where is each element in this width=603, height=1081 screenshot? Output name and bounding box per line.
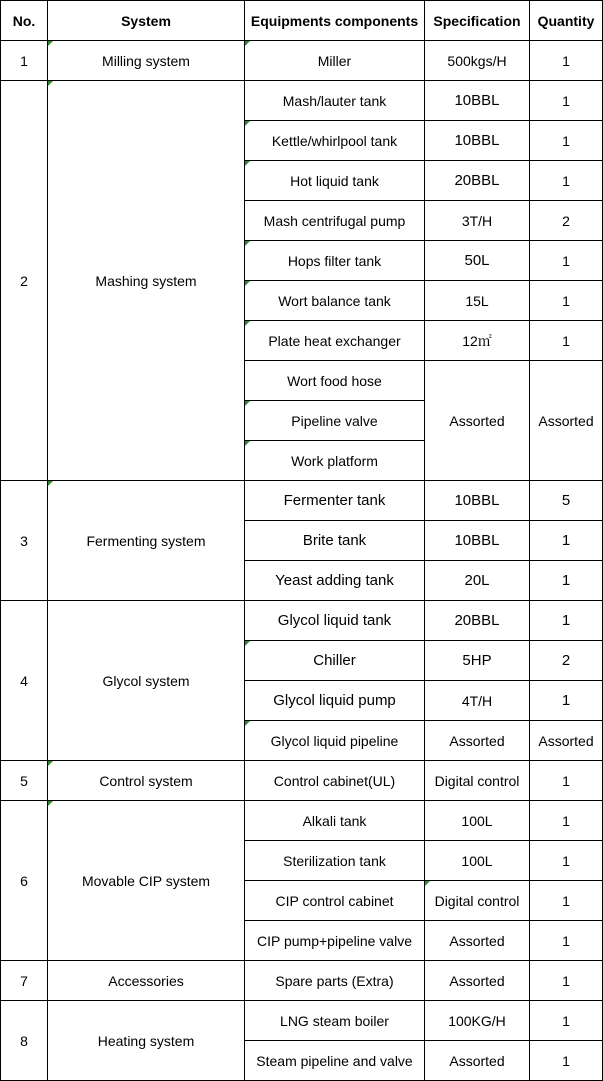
row-spec: 100L <box>425 841 530 881</box>
row-component: Spare parts (Extra) <box>245 961 425 1001</box>
row-component: Chiller <box>245 641 425 681</box>
row-qty: 1 <box>530 921 603 961</box>
row-system: Milling system <box>48 41 245 81</box>
row-component: Fermenter tank <box>245 481 425 521</box>
row-component: Glycol liquid tank <box>245 601 425 641</box>
row-qty: 1 <box>530 281 603 321</box>
row-qty: 1 <box>530 801 603 841</box>
row-spec: 10BBL <box>425 521 530 561</box>
row-component: Alkali tank <box>245 801 425 841</box>
row-spec: 3T/H <box>425 201 530 241</box>
header-quantity: Quantity <box>530 1 603 41</box>
table-row <box>1 481 603 521</box>
row-spec: 20L <box>425 561 530 601</box>
row-qty: 1 <box>530 521 603 561</box>
row-spec: 4T/H <box>425 681 530 721</box>
row-qty: 1 <box>530 81 603 121</box>
row-spec: 100KG/H <box>425 1001 530 1041</box>
row-qty: 1 <box>530 321 603 361</box>
header-system: System <box>48 1 245 41</box>
row-spec: 20BBL <box>425 601 530 641</box>
row-system: Control system <box>48 761 245 801</box>
row-spec: 100L <box>425 801 530 841</box>
row-spec: 5HP <box>425 641 530 681</box>
header-row <box>1 1 603 41</box>
row-no: 2 <box>1 81 48 481</box>
row-component: Glycol liquid pipeline <box>245 721 425 761</box>
table-row <box>1 41 603 81</box>
row-qty: 1 <box>530 561 603 601</box>
row-qty: 2 <box>530 641 603 681</box>
header-no: No. <box>1 1 48 41</box>
row-system: Accessories <box>48 961 245 1001</box>
row-component: LNG steam boiler <box>245 1001 425 1041</box>
row-spec: Digital control <box>425 881 530 921</box>
row-qty: 1 <box>530 241 603 281</box>
row-qty: 1 <box>530 41 603 81</box>
table-row <box>1 761 603 801</box>
row-no: 4 <box>1 601 48 761</box>
row-qty: 1 <box>530 681 603 721</box>
row-no: 3 <box>1 481 48 601</box>
row-component: Miller <box>245 41 425 81</box>
row-component: Control cabinet(UL) <box>245 761 425 801</box>
row-qty: 1 <box>530 601 603 641</box>
row-qty: 1 <box>530 881 603 921</box>
row-qty: 1 <box>530 121 603 161</box>
row-spec: 15L <box>425 281 530 321</box>
row-spec: 12㎡ <box>425 321 530 361</box>
row-qty: 2 <box>530 201 603 241</box>
row-no: 5 <box>1 761 48 801</box>
table-row <box>1 1001 603 1041</box>
header-components: Equipments components <box>245 1 425 41</box>
table-row <box>1 601 603 641</box>
row-spec: Assorted <box>425 1041 530 1081</box>
row-component: Glycol liquid pump <box>245 681 425 721</box>
row-component: Steam pipeline and valve <box>245 1041 425 1081</box>
header-specification: Specification <box>425 1 530 41</box>
row-qty: 5 <box>530 481 603 521</box>
table-row <box>1 961 603 1001</box>
row-no: 7 <box>1 961 48 1001</box>
row-component: Brite tank <box>245 521 425 561</box>
row-system: Glycol system <box>48 601 245 761</box>
row-system: Heating system <box>48 1001 245 1081</box>
row-qty: 1 <box>530 961 603 1001</box>
row-system: Mashing system <box>48 81 245 481</box>
row-component: Hops filter tank <box>245 241 425 281</box>
row-no: 1 <box>1 41 48 81</box>
row-qty: 1 <box>530 1041 603 1081</box>
row-spec: 10BBL <box>425 481 530 521</box>
row-spec: Assorted <box>425 921 530 961</box>
row-spec: 10BBL <box>425 81 530 121</box>
row-component: Work platform <box>245 441 425 481</box>
row-qty: Assorted <box>530 361 603 481</box>
row-spec: 20BBL <box>425 161 530 201</box>
row-system: Fermenting system <box>48 481 245 601</box>
row-spec: Assorted <box>425 961 530 1001</box>
row-no: 6 <box>1 801 48 961</box>
row-component: CIP pump+pipeline valve <box>245 921 425 961</box>
row-component: Kettle/whirlpool tank <box>245 121 425 161</box>
row-qty: 1 <box>530 841 603 881</box>
row-spec: Digital control <box>425 761 530 801</box>
row-component: Mash centrifugal pump <box>245 201 425 241</box>
table-row <box>1 81 603 121</box>
row-spec: 500kgs/H <box>425 41 530 81</box>
row-component: Wort food hose <box>245 361 425 401</box>
row-spec: 10BBL <box>425 121 530 161</box>
row-component: Plate heat exchanger <box>245 321 425 361</box>
row-component: Yeast adding tank <box>245 561 425 601</box>
row-component: Wort balance tank <box>245 281 425 321</box>
row-spec: Assorted <box>425 361 530 481</box>
row-spec: 50L <box>425 241 530 281</box>
row-component: Mash/lauter tank <box>245 81 425 121</box>
row-system: Movable CIP system <box>48 801 245 961</box>
row-spec: Assorted <box>425 721 530 761</box>
row-component: Hot liquid tank <box>245 161 425 201</box>
row-component: Pipeline valve <box>245 401 425 441</box>
row-qty: 1 <box>530 761 603 801</box>
row-qty: 1 <box>530 161 603 201</box>
row-qty: Assorted <box>530 721 603 761</box>
table-row <box>1 801 603 841</box>
row-component: CIP control cabinet <box>245 881 425 921</box>
row-component: Sterilization tank <box>245 841 425 881</box>
row-qty: 1 <box>530 1001 603 1041</box>
row-no: 8 <box>1 1001 48 1081</box>
